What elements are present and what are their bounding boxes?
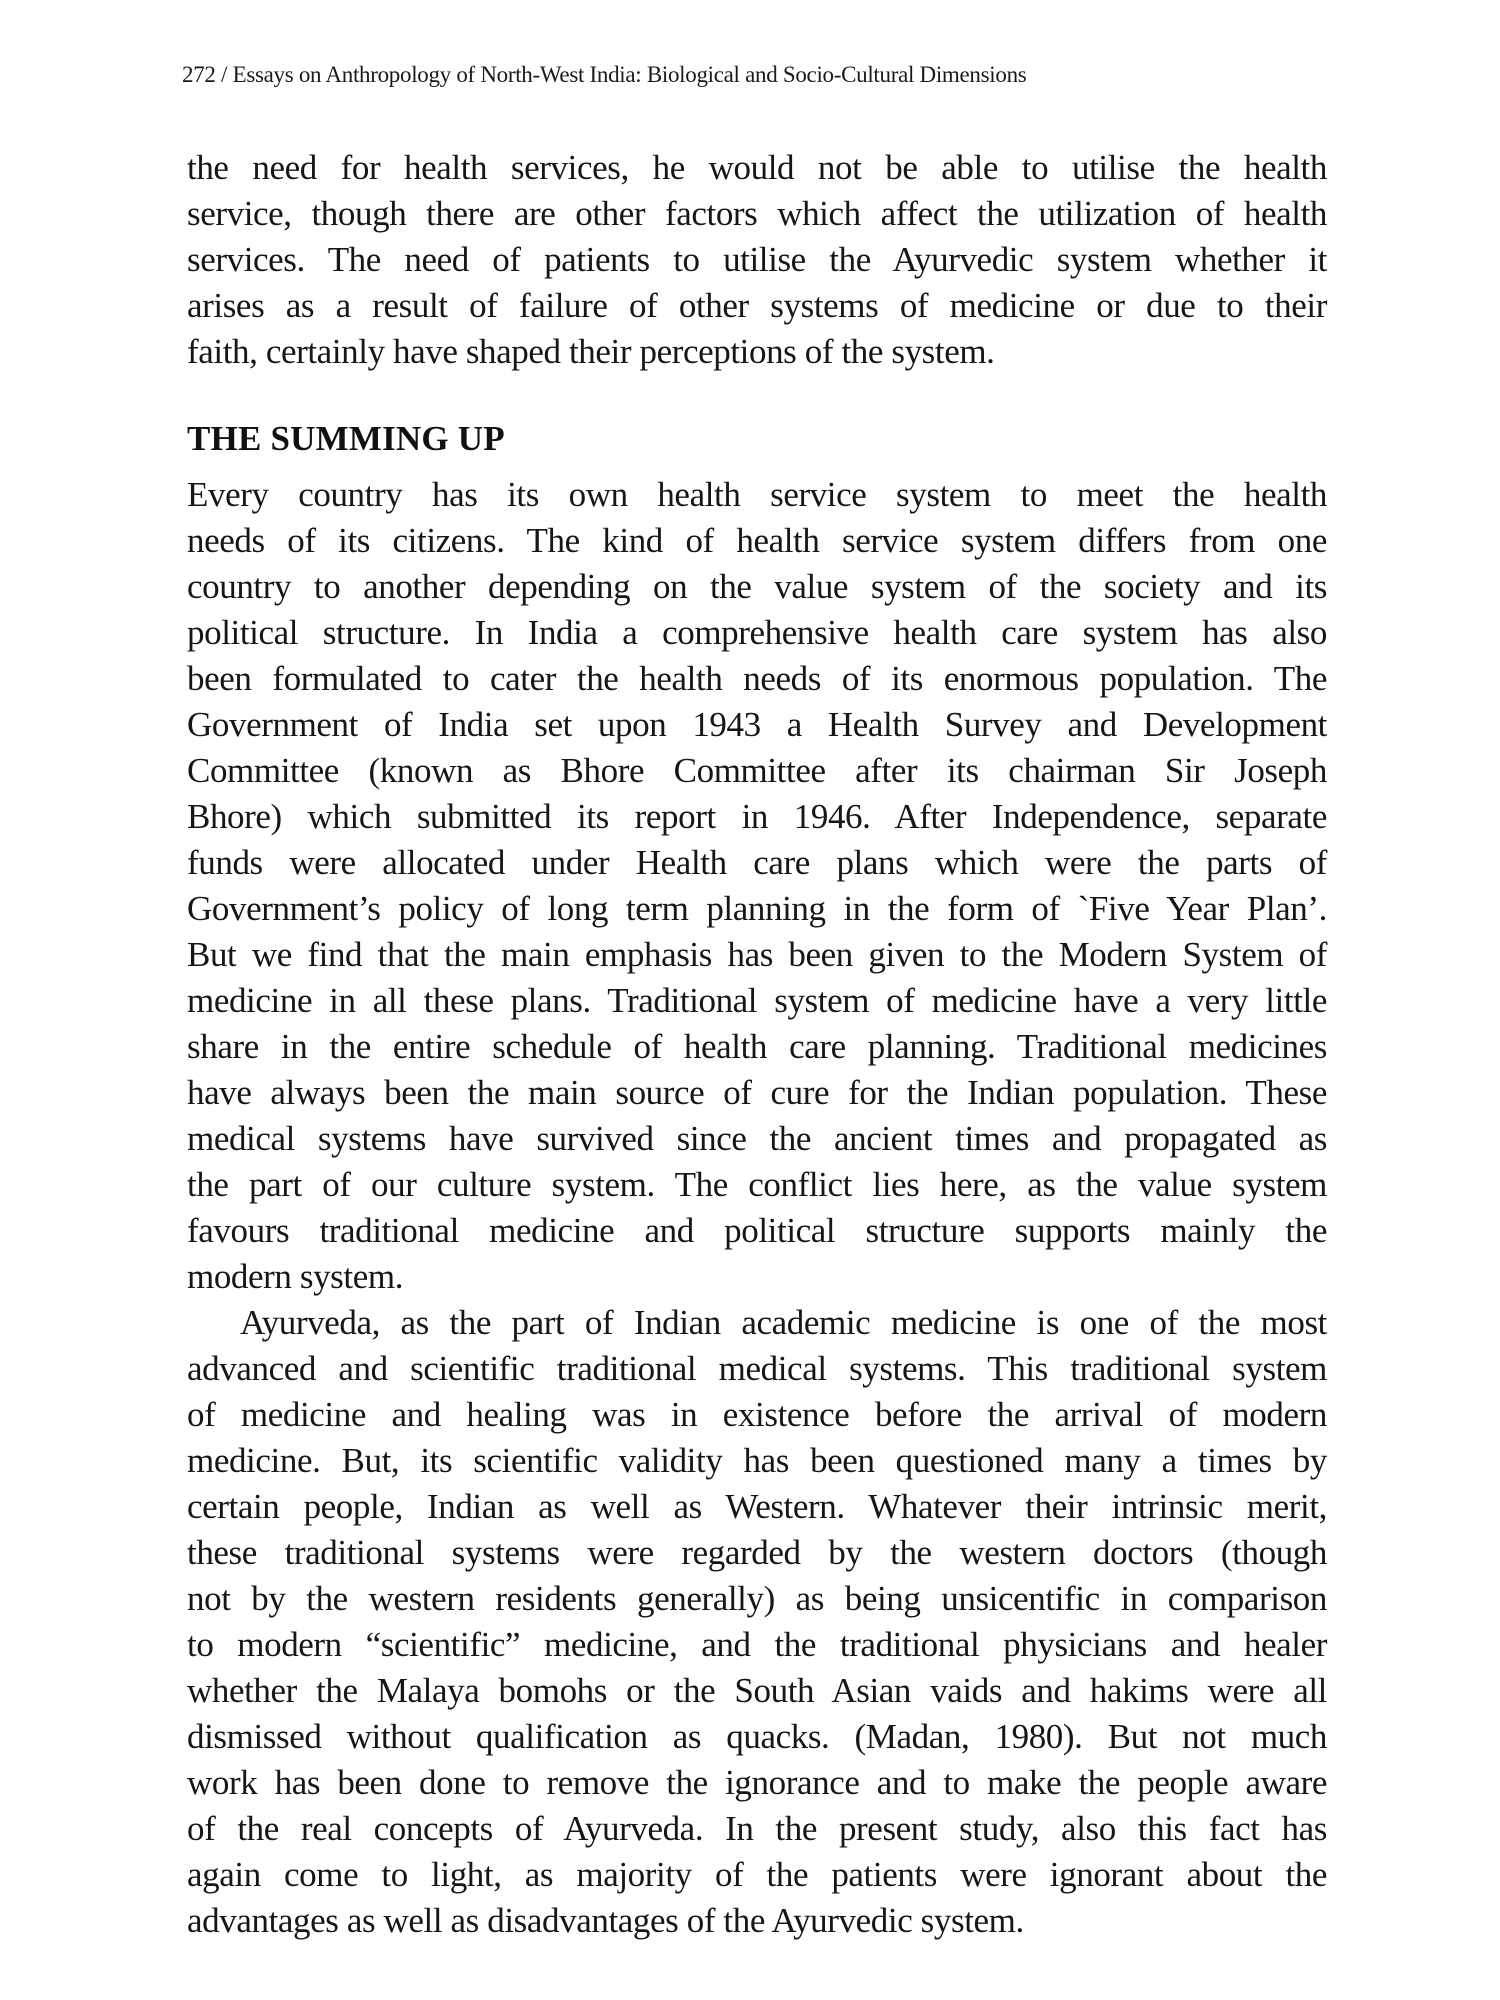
text-line: funds were allocated under Health care plans which were the parts of xyxy=(187,843,1327,882)
text-line: Ayurveda, as the part of Indian academic medicine is one of the most xyxy=(240,1303,1327,1342)
text-line: certain people, Indian as well as Western. Whatever their intrinsic merit, xyxy=(187,1487,1327,1526)
text-line: arises as a result of failure of other systems of medicine or due to their xyxy=(187,286,1327,325)
text-line: services. The need of patients to utilise the Ayurvedic system whether it xyxy=(187,240,1327,279)
text-line: been formulated to cater the health needs of its enormous population. The xyxy=(187,659,1327,698)
text-line: country to another depending on the value system of the society and its xyxy=(187,567,1327,606)
text-line: advanced and scientific traditional medical systems. This traditional system xyxy=(187,1349,1327,1388)
text-line: political structure. In India a comprehensive health care system has also xyxy=(187,613,1327,652)
text-line: Government’s policy of long term planning in the form of `Five Year Plan’. xyxy=(187,889,1327,928)
text-line: medicine in all these plans. Traditional system of medicine have a very little xyxy=(187,981,1327,1020)
section-heading: THE SUMMING UP xyxy=(187,419,505,458)
text-line: Committee (known as Bhore Committee after its chairman Sir Joseph xyxy=(187,751,1327,790)
text-line: have always been the main source of cure for the Indian population. These xyxy=(187,1073,1327,1112)
text-line: But we find that the main emphasis has been given to the Modern System of xyxy=(187,935,1327,974)
text-line: the need for health services, he would not be able to utilise the health xyxy=(187,148,1327,187)
running-head: 272 / Essays on Anthropology of North-West India: Biological and Socio-Cultural Dimensions xyxy=(182,62,1027,87)
text-line: Bhore) which submitted its report in 1946. After Independence, separate xyxy=(187,797,1327,836)
text-line: faith, certainly have shaped their perceptions of the system. xyxy=(187,332,995,371)
text-line: whether the Malaya bomohs or the South Asian vaids and hakims were all xyxy=(187,1671,1327,1710)
text-line: not by the western residents generally) as being unsicentific in comparison xyxy=(187,1579,1327,1618)
text-line: these traditional systems were regarded by the western doctors (though xyxy=(187,1533,1327,1572)
text-line: medicine. But, its scientific validity has been questioned many a times by xyxy=(187,1441,1327,1480)
text-line: medical systems have survived since the ancient times and propagated as xyxy=(187,1119,1327,1158)
text-line: needs of its citizens. The kind of health service system differs from one xyxy=(187,521,1327,560)
text-line: Government of India set upon 1943 a Health Survey and Development xyxy=(187,705,1327,744)
text-line: of the real concepts of Ayurveda. In the present study, also this fact has xyxy=(187,1809,1327,1848)
text-line: again come to light, as majority of the patients were ignorant about the xyxy=(187,1855,1327,1894)
text-line: dismissed without qualification as quacks. (Madan, 1980). But not much xyxy=(187,1717,1327,1756)
text-line: service, though there are other factors which affect the utilization of health xyxy=(187,194,1327,233)
text-line: share in the entire schedule of health care planning. Traditional medicines xyxy=(187,1027,1327,1066)
text-line: of medicine and healing was in existence before the arrival of modern xyxy=(187,1395,1327,1434)
text-line: the part of our culture system. The conflict lies here, as the value system xyxy=(187,1165,1327,1204)
text-line: to modern “scientific” medicine, and the traditional physicians and healer xyxy=(187,1625,1327,1664)
text-line: advantages as well as disadvantages of the Ayurvedic system. xyxy=(187,1901,1024,1940)
text-line: modern system. xyxy=(187,1257,404,1296)
text-line: work has been done to remove the ignorance and to make the people aware xyxy=(187,1763,1327,1802)
text-line: Every country has its own health service system to meet the health xyxy=(187,475,1327,514)
text-line: favours traditional medicine and political structure supports mainly the xyxy=(187,1211,1327,1250)
